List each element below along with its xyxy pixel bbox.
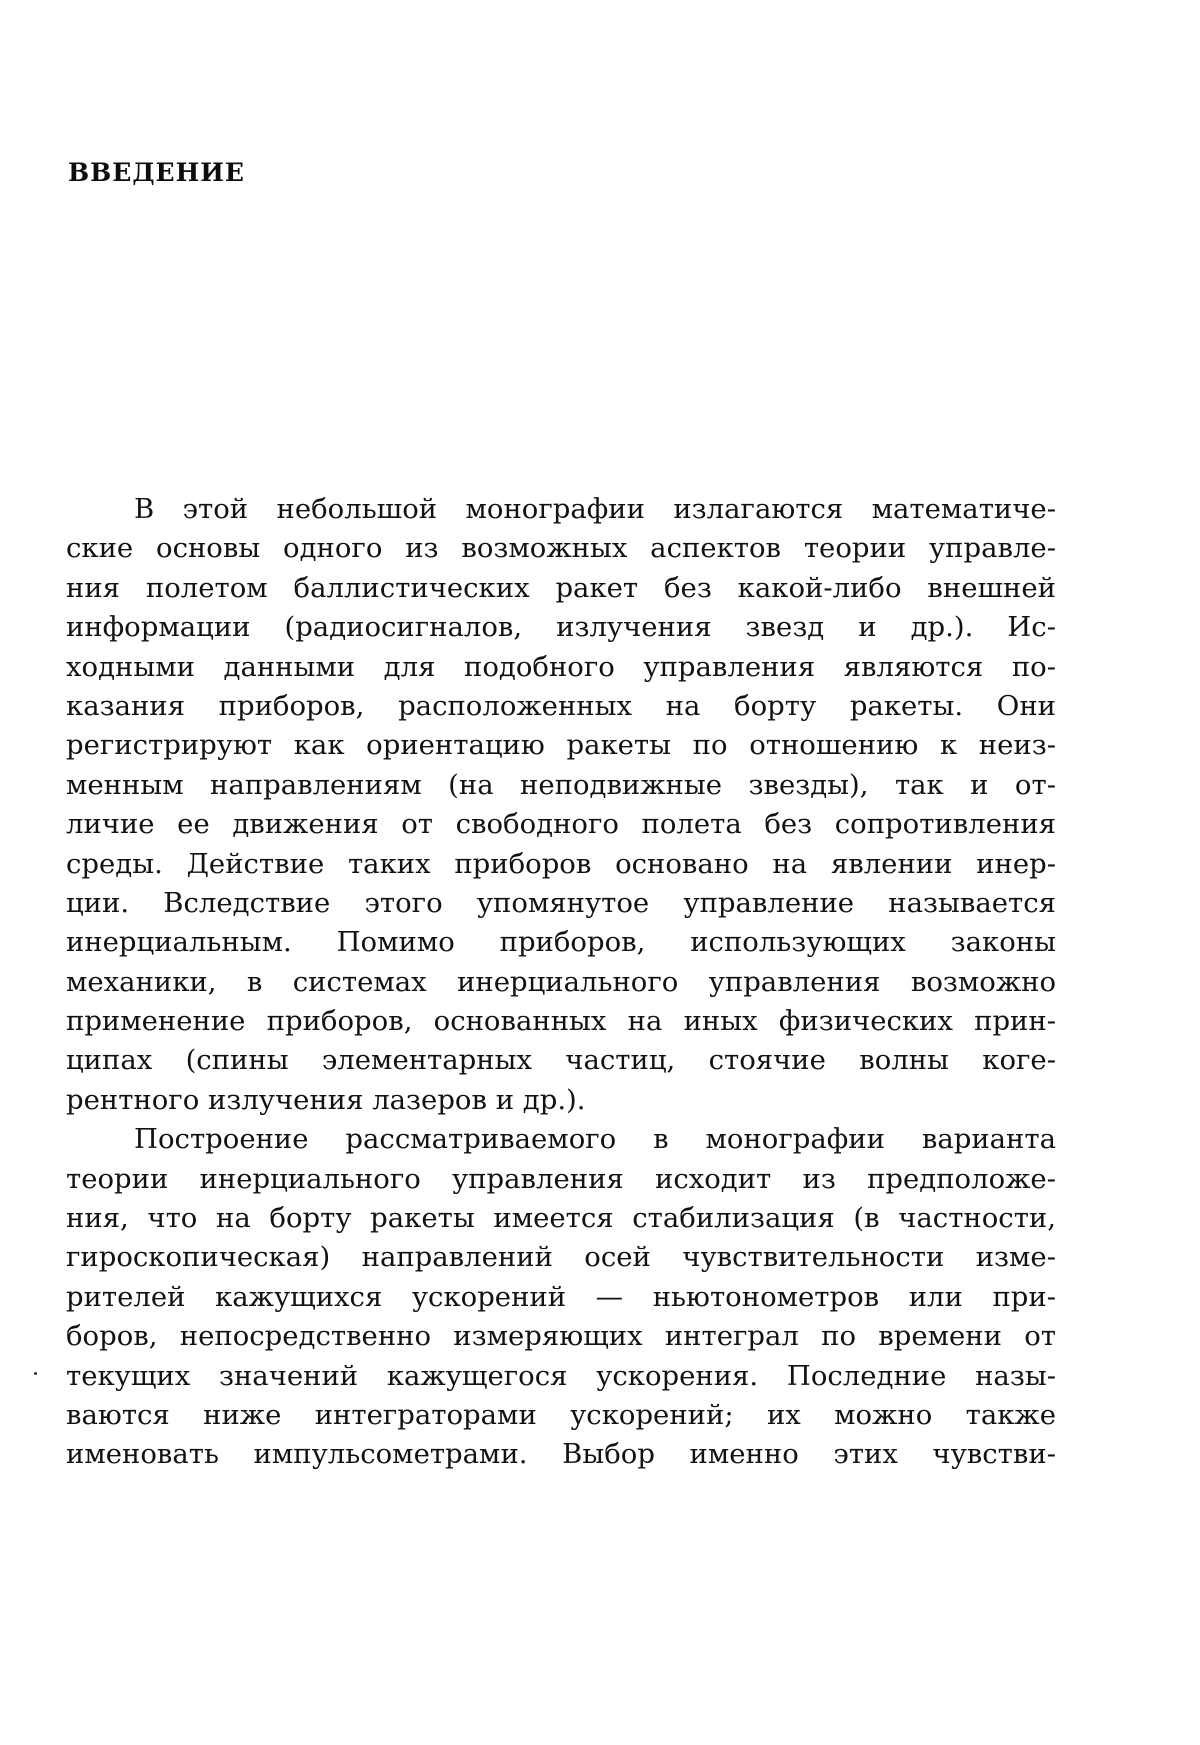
text-line: личие ее движения от свободного полета без сопротивления [66,808,1056,841]
body-text [66,490,1056,1475]
text-line: менным направлениям (на неподвижные звезды), так и от- [66,768,1056,801]
section-heading: ВВЕДЕНИЕ [68,158,245,187]
text-line: В этой небольшой монографии излагаются математиче- [134,493,1056,525]
text-line: текущих значений кажущегося ускорения. Последние назы- [66,1359,1056,1392]
text-line: гироскопическая) направлений осей чувствительности изме- [66,1241,1056,1274]
text-line: ципах (спины элементарных частиц, стоячие волны коге- [66,1044,1056,1077]
text-line: инерциальным. Помимо приборов, использующих законы [66,926,1056,959]
text-line: рителей кажущихся ускорений — ньютонометров или при- [66,1280,1056,1313]
text-line: рентного излучения лазеров и др.). [66,1083,586,1116]
text-line: казания приборов, расположенных на борту ракеты. Они [66,689,1056,722]
text-line: информации (радиосигналов, излучения звезд и др.). Ис- [66,611,1056,644]
text-line: именовать импульсометрами. Выбор именно этих чувстви- [66,1438,1056,1471]
text-line: ходными данными для подобного управления являются по- [66,650,1056,683]
text-line: регистрируют как ориентацию ракеты по отношению к неиз- [66,729,1056,762]
text-line: боров, непосредственно измеряющих интеграл по времени от [66,1320,1056,1353]
text-line: ские основы одного из возможных аспектов теории управле- [66,532,1056,565]
text-line: ния полетом баллистических ракет без какой-либо внешней [66,571,1056,604]
text-line: ния, что на борту ракеты имеется стабилизация (в частности, [66,1202,1056,1235]
text-line: механики, в системах инерциального управления возможно [66,965,1056,998]
text-line: ваются ниже интеграторами ускорений; их можно также [66,1398,1056,1431]
text-line: среды. Действие таких приборов основано на явлении инер- [66,847,1056,880]
text-line: Построение рассматриваемого в монографии варианта [134,1123,1056,1156]
margin-speck [34,1372,37,1375]
text-line: применение приборов, основанных на иных физических прин- [66,1005,1056,1038]
text-line: ции. Вследствие этого упомянутое управление называется [66,886,1056,919]
text-line: теории инерциального управления исходит из предположе- [66,1162,1056,1195]
